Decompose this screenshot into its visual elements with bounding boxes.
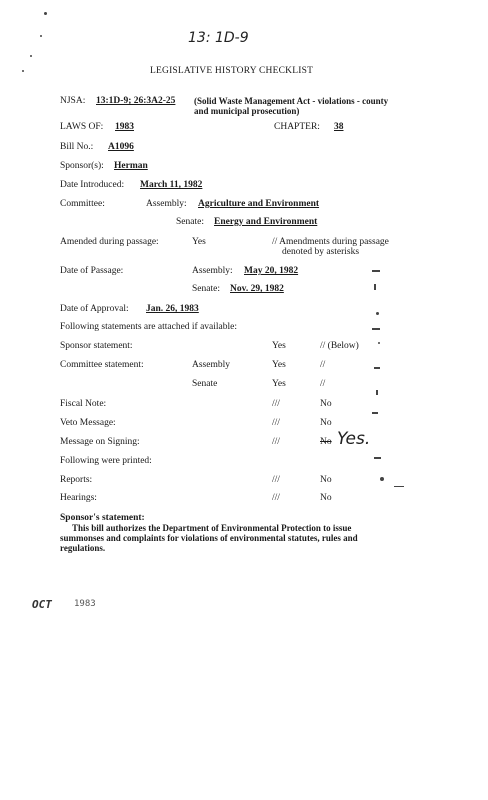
committee-senate-label: Senate: — [176, 217, 204, 227]
committee-statement-assembly-mark: // — [320, 360, 326, 370]
sponsor-statement-label: Sponsor statement: — [60, 341, 133, 351]
reports-label: Reports: — [60, 475, 93, 485]
fiscal-note-label: Fiscal Note: — [60, 399, 107, 409]
committee-statement-assembly-yes: Yes — [272, 360, 286, 370]
printed-heading: Following were printed: — [60, 456, 152, 466]
signing-message-no: No — [320, 437, 332, 447]
njsa-description-2: and municipal prosecution) — [194, 106, 300, 116]
committee-label: Committee: — [60, 199, 105, 209]
committee-assembly-label: Assembly: — [146, 199, 187, 209]
passage-assembly-label: Assembly: — [192, 266, 233, 276]
committee-statement-senate: Senate — [192, 379, 218, 389]
amended-note-1: // Amendments during passage — [272, 237, 389, 247]
veto-message-no: No — [320, 418, 332, 428]
sponsor-statement-mark: // (Below) — [320, 341, 359, 351]
hearings-label: Hearings: — [60, 493, 97, 503]
scan-speck — [30, 55, 32, 57]
passage-assembly-value: May 20, 1982 — [244, 266, 299, 276]
veto-message-label: Veto Message: — [60, 418, 116, 428]
reports-no: No — [320, 475, 332, 485]
hearings-no: No — [320, 493, 332, 503]
bill-no-value: A1096 — [108, 142, 134, 152]
laws-of-value: 1983 — [115, 122, 134, 132]
reports-mark: /// — [272, 475, 280, 485]
committee-assembly-value: Agriculture and Environment — [198, 199, 320, 209]
sponsor-statement-line-3: regulations. — [60, 543, 106, 553]
amended-label: Amended during passage: — [60, 237, 159, 247]
sponsor-label: Sponsor(s): — [60, 161, 104, 171]
chapter-value: 38 — [334, 122, 344, 132]
veto-message-mark: /// — [272, 418, 280, 428]
signing-message-mark: /// — [272, 437, 280, 447]
sponsor-statement-line-2: summonses and complaints for violations of environmental statutes, rules and — [60, 533, 358, 543]
date-introduced-label: Date Introduced: — [60, 180, 125, 190]
date-of-passage-label: Date of Passage: — [60, 266, 124, 276]
sponsor-statement-line-1: This bill authorizes the Department of Environmental Protection to issue — [72, 523, 352, 533]
sponsor-statement-heading: Sponsor's statement: — [60, 513, 145, 523]
bill-no-label: Bill No.: — [60, 142, 94, 152]
njsa-description-1: (Solid Waste Management Act - violations - county — [194, 96, 389, 106]
njsa-label: NJSA: — [60, 96, 86, 106]
attached-heading: Following statements are attached if available: — [60, 322, 238, 332]
date-of-approval-value: Jan. 26, 1983 — [146, 304, 199, 314]
njsa-value: 13:1D-9; 26:3A2-25 — [96, 96, 176, 106]
passage-senate-value: Nov. 29, 1982 — [230, 284, 284, 294]
chapter-label: CHAPTER: — [274, 122, 320, 132]
scan-speck — [22, 70, 24, 72]
passage-senate-label: Senate: — [192, 284, 220, 294]
sponsor-value: Herman — [114, 161, 148, 171]
scan-speck — [44, 12, 47, 15]
page-title: LEGISLATIVE HISTORY CHECKLIST — [150, 66, 314, 76]
date-of-approval-label: Date of Approval: — [60, 304, 129, 314]
margin-scan-marks — [366, 262, 406, 492]
sponsor-statement-yes: Yes — [272, 341, 286, 351]
date-introduced-value: March 11, 1982 — [140, 180, 203, 190]
committee-statement-assembly: Assembly — [192, 360, 230, 370]
scan-speck — [40, 35, 42, 37]
fiscal-note-mark: /// — [272, 399, 280, 409]
stamp-month: OCT — [32, 598, 52, 611]
committee-statement-senate-mark: // — [320, 379, 326, 389]
amended-note-2: denoted by asterisks — [282, 247, 360, 257]
committee-statement-label: Committee statement: — [60, 360, 144, 370]
hearings-mark: /// — [272, 493, 280, 503]
stamp-year: 1983 — [74, 599, 96, 609]
laws-of-label: LAWS OF: — [60, 122, 104, 132]
committee-statement-senate-yes: Yes — [272, 379, 286, 389]
handwritten-yes: Yes. — [337, 429, 371, 449]
fiscal-note-no: No — [320, 399, 332, 409]
signing-message-label: Message on Signing: — [60, 437, 140, 447]
committee-senate-value: Energy and Environment — [214, 217, 318, 227]
amended-value: Yes — [192, 237, 206, 247]
handwritten-number: 13: 1D-9 — [188, 30, 249, 46]
